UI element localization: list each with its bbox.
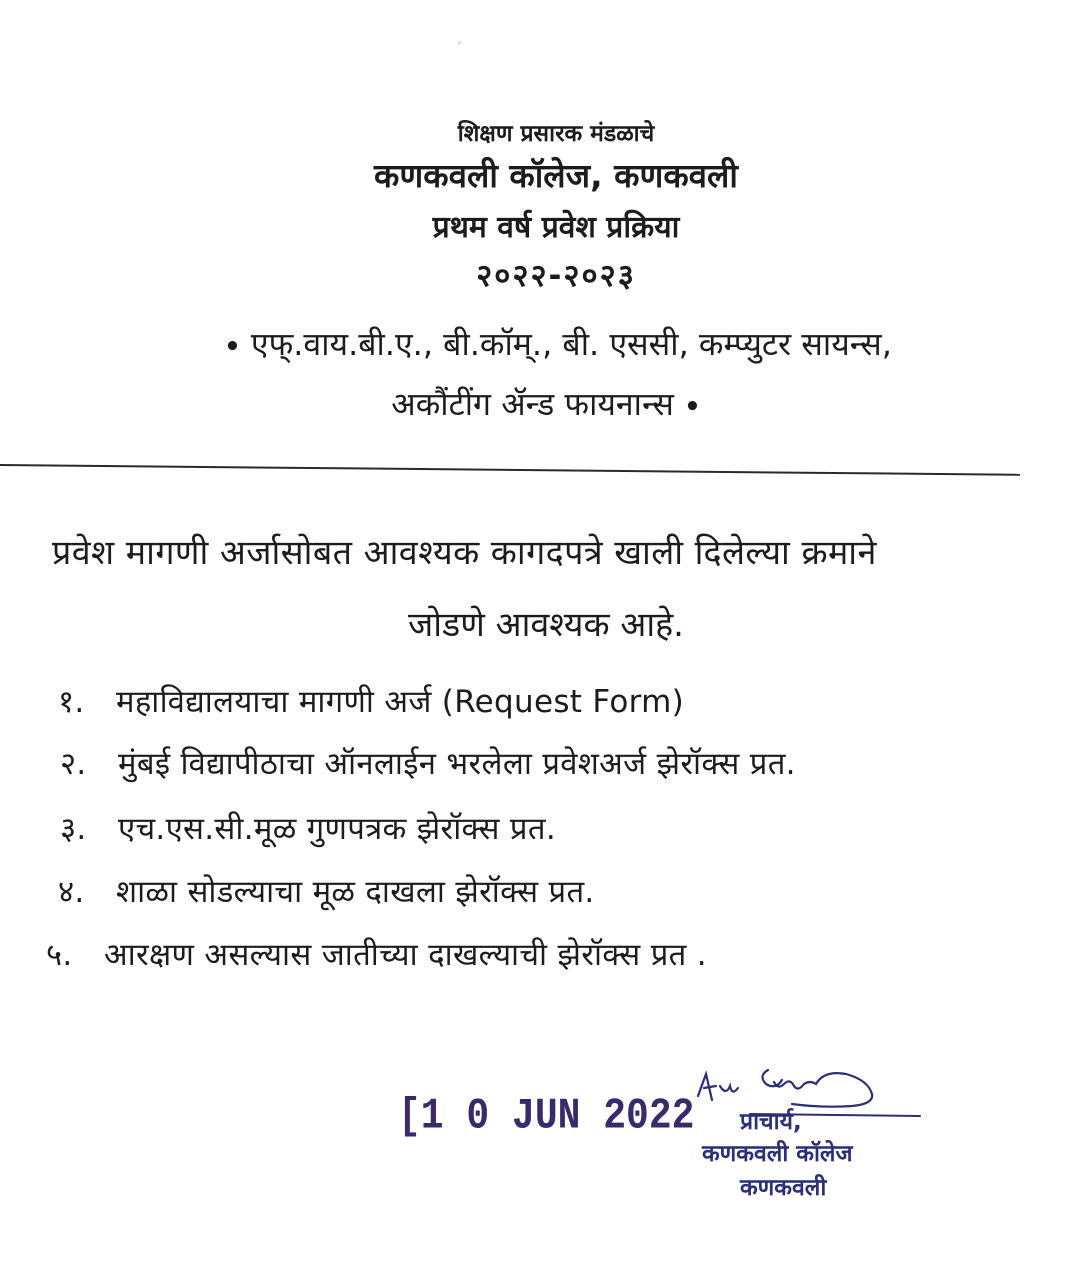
list-item [60, 742, 796, 784]
list-item-text: महाविद्यालयाचा मागणी अर्ज (Request Form) [116, 684, 685, 720]
college-title: कणकवली कॉलेज, कणकवली [374, 156, 738, 195]
bullet-icon: • [224, 332, 241, 362]
society-subtitle: शिक्षण प्रसारक मंडळाचे [457, 121, 655, 147]
bullet-icon: • [684, 392, 701, 422]
list-item [60, 807, 556, 849]
academic-year: २०२२-२०२३ [476, 258, 636, 294]
list-item-number: ४. [58, 874, 85, 910]
scan-speck: ᐟ [458, 40, 462, 49]
list-item-number: ५. [46, 937, 73, 973]
list-item-number: २. [60, 746, 87, 782]
courses-text-2: अकौंटींग ॲन्ड फायनान्स [391, 385, 674, 423]
courses-text-1: एफ्.वाय.बी.ए., बी.कॉम्., बी. एससी, कम्प्युटर सायन्स, [250, 325, 892, 363]
signature-town-name: कणकवली [740, 1175, 827, 1201]
documents-heading-line-2: जोडणे आवश्यक आहे. [408, 605, 684, 645]
list-item [46, 933, 707, 975]
principal-title: प्राचार्य, [740, 1109, 802, 1135]
list-item-text: एच.एस.सी.मूळ गुणपत्रक झेरॉक्स प्रत. [118, 811, 556, 847]
divider-line [0, 464, 1020, 476]
signature-image [688, 1056, 928, 1126]
courses-line-1 [12, 322, 1092, 365]
date-stamp: [1 0 JUN 2022 [398, 1092, 695, 1142]
courses-line-2 [0, 382, 1092, 425]
signature-college-name: कणकवली कॉलेज [702, 1141, 853, 1167]
list-item-text: शाळा सोडल्याचा मूळ दाखला झेरॉक्स प्रत. [116, 874, 595, 910]
list-item [58, 870, 595, 912]
list-item-number: ३. [60, 811, 87, 847]
list-item-number: १. [58, 684, 85, 720]
list-item-text: मुंबई विद्यापीठाचा ऑनलाईन भरलेला प्रवेशअर्ज झेरॉक्स प्रत. [118, 746, 796, 782]
list-item [58, 680, 684, 722]
admission-process-title: प्रथम वर्ष प्रवेश प्रक्रिया [432, 210, 680, 245]
documents-heading-line-1: प्रवेश मागणी अर्जासोबत आवश्यक कागदपत्रे खाली दिलेल्या क्रमाने [52, 533, 877, 573]
list-item-text: आरक्षण असल्यास जातीच्या दाखल्याची झेरॉक्स प्रत . [104, 937, 707, 973]
